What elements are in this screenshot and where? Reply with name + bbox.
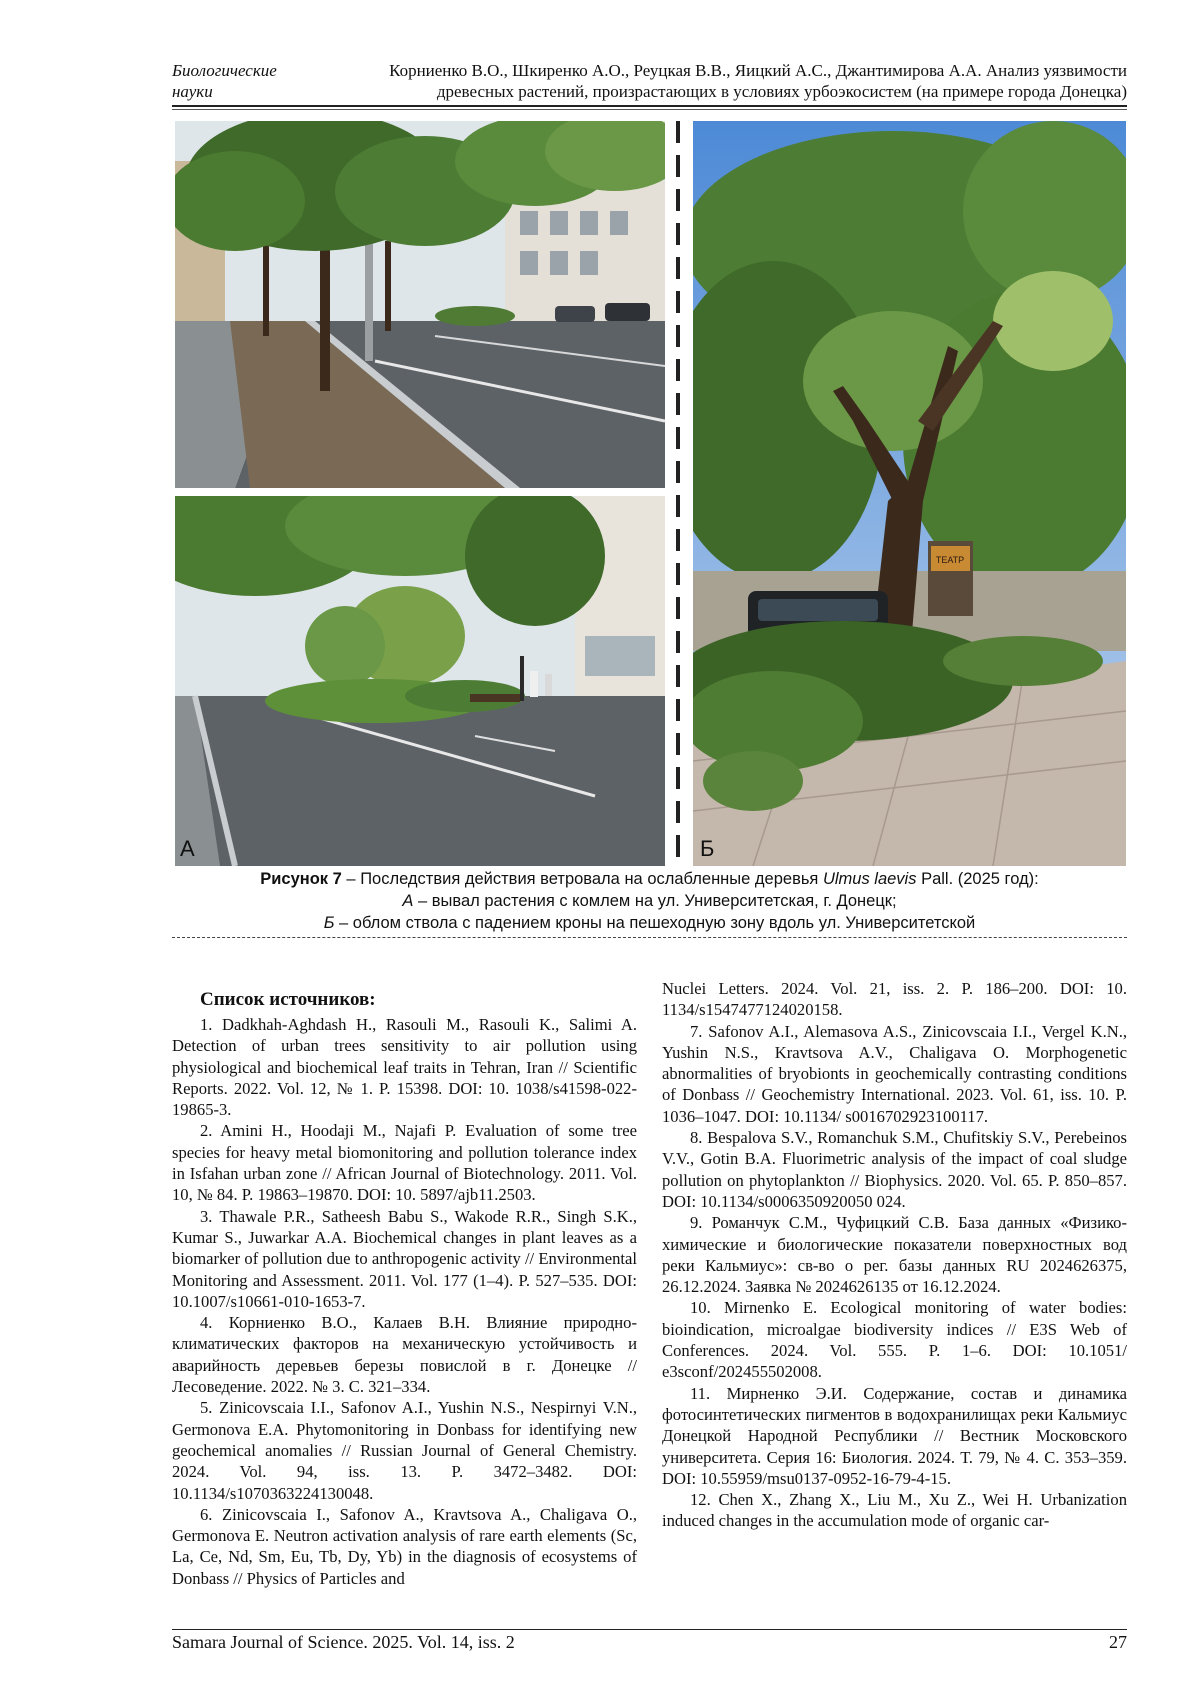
photo-b-broken-trunk [693,121,1126,866]
reference-item: 6. Zinicovscaia I., Safonov A., Kravtsova A., Chaligava O., Germonova E. Neutron activation analysis of rare earth elements (Sc, La, Ce, Nd, Sm, Eu, Tb, Dy, Yb) in the diagnosis of ecosystems of Donbass // Physics of Particles and [172,1504,637,1588]
caption-text-2: – вывал растения с комлем на ул. Университетская, г. Донецк; [413,892,897,910]
running-header [172,60,1127,106]
article-title-header [307,60,1127,102]
header-rule-thin [172,109,1127,110]
caption-line-3 [172,912,1127,934]
reference-item: 5. Zinicovscaia I.I., Safonov A.I., Yushin N.S., Nespirnyi V.N., Germonova E.A. Phytomonitoring in Donbass for identifying new geochemical anomalies // Russian Journal of General Chemistry. 2024. Vol. 94, iss. 13. P. 3472–3482. DOI: 10.1134/s1070363224130048. [172,1398,637,1503]
references-column-left [172,978,637,1589]
photo-label-a: А [180,836,195,861]
figure-caption [172,868,1127,934]
figure-divider [676,121,680,866]
references-column-right [662,978,1127,1532]
reference-item: 4. Корниенко В.О., Калаев В.Н. Влияние природно-климатических факторов на механическую устойчивость и аварийность деревьев березы повислой в г. Донецке // Лесоведение. 2022. № 3. С. 321–334. [172,1313,637,1397]
reference-item: 9. Романчук С.М., Чуфицкий С.В. База данных «Физико-химические и биологические показатели поверхностных вод реки Кальмиус»: св-во о рег. базы данных RU 2024626375, 26.12.2024. Заявка № 2024626135 от 16.12.2024. [662,1213,1127,1297]
reference-item-continued: Nuclei Letters. 2024. Vol. 21, iss. 2. P. 186–200. DOI: 10. 1134/s1547477124020158. [662,979,1127,1020]
footer-rule [172,1629,1127,1630]
caption-rule [172,937,1127,938]
reference-item: 1. Dadkhah-Aghdash H., Rasouli M., Rasouli K., Salimi A. Detection of urban trees sensitivity to air pollution using physiological and biochemical leaf traits in Tehran, Iran // Scientific Reports. 2022. Vol. 12, № 1. P. 15398. DOI: 10. 1038/s41598-022-19865-3. [172,1015,637,1120]
section-line-1: Биологические [172,61,277,80]
header-rule [172,105,1127,107]
caption-key-a: А [402,892,414,910]
caption-key-b: Б [323,914,335,932]
reference-item: 10. Mirnenko E. Ecological monitoring of water bodies: bioindication, microalgae biodiversity indices // E3S Web of Conferences. 2024. Vol. 555. P. 1–6. DOI: 10.1051/ e3sconf/202455502008. [662,1298,1127,1382]
caption-text-1-tail: Pall. (2025 год): [916,870,1039,888]
caption-figure-number: Рисунок 7 [260,870,342,888]
caption-text-1: – Последствия действия ветровала на ослабленные деревья [341,870,823,888]
photo-label-b: Б [700,836,715,861]
reference-item: 3. Thawale P.R., Satheesh Babu S., Wakode R.R., Singh S.K., Kumar S., Juwarkar A.A. Biochemical changes in plant leaves as a biomarker of pollution due to anthropogenic activity // Environmental Monitoring and Assessment. 2011. Vol. 177 (1–4). P. 527–535. DOI: 10.1007/s10661-010-1653-7. [172,1206,637,1311]
photo-a-fallen-tree [175,496,665,866]
kiosk-sign-text: ТЕАТР [935,555,965,565]
caption-text-3: – облом ствола с падением кроны на пешеходную зону вдоль ул. Университетской [334,914,976,932]
references-title: Список источников: [200,989,376,1010]
photo-a-street-trees [175,121,665,488]
page-number: 27 [1109,1632,1127,1652]
title-line-1: Корниенко В.О., Шкиренко А.О., Реуцкая В.В., Яицкий А.С., Джантимирова А.А. Анализ уязвимости [389,61,1127,80]
reference-item: 7. Safonov A.I., Alemasova A.S., Zinicovscaia I.I., Vergel K.N., Yushin N.S., Kravtsova A.V., Chaligava O. Morphogenetic abnormalities of bryobionts in geochemically contrasting conditions of Donbass // Geochemistry International. 2023. Vol. 61, iss. 10. P. 1036–1047. DOI: 10.1134/ s0016702923100117. [662,1021,1127,1126]
reference-item: 8. Bespalova S.V., Romanchuk S.M., Chufitskiy S.V., Perebeinos V.V., Gotin B.A. Fluorimetric analysis of the impact of coal sludge pollution on phytoplankton // Biophysics. 2020. Vol. 65. P. 850–857. DOI: 10.1134/s0006350920050 024. [662,1128,1127,1211]
journal-section [172,60,302,102]
caption-species: Ulmus laevis [822,870,917,888]
reference-item: 11. Мирненко Э.И. Содержание, состав и динамика фотосинтетических пигментов в водохранилищах реки Кальмиус Донецкой Народной Республики // Вестник Московского университета. Серия 16: Биология. 2024. Т. 79, № 4. С. 353–359. DOI: 10.55959/msu0137-0952-16-79-4-15. [662,1383,1127,1488]
footer-journal: Samara Journal of Science. 2025. Vol. 14, iss. 2 [172,1632,515,1652]
section-line-2: науки [172,82,213,101]
caption-line-1 [172,868,1127,890]
reference-item: 12. Chen X., Zhang X., Liu M., Xu Z., Wei H. Urbanization induced changes in the accumulation mode of organic car- [662,1490,1127,1531]
title-line-2: древесных растений, произрастающих в условиях урбоэкосистем (на примере города Донецка) [436,82,1127,101]
reference-item: 2. Amini H., Hoodaji M., Najafi P. Evaluation of some tree species for heavy metal biomonitoring and pollution tolerance index in Isfahan urban zone // African Journal of Biotechnology. 2011. Vol. 10, № 84. P. 19863–19870. DOI: 10. 5897/ajb11.2503. [172,1121,637,1205]
caption-line-2 [172,890,1127,912]
